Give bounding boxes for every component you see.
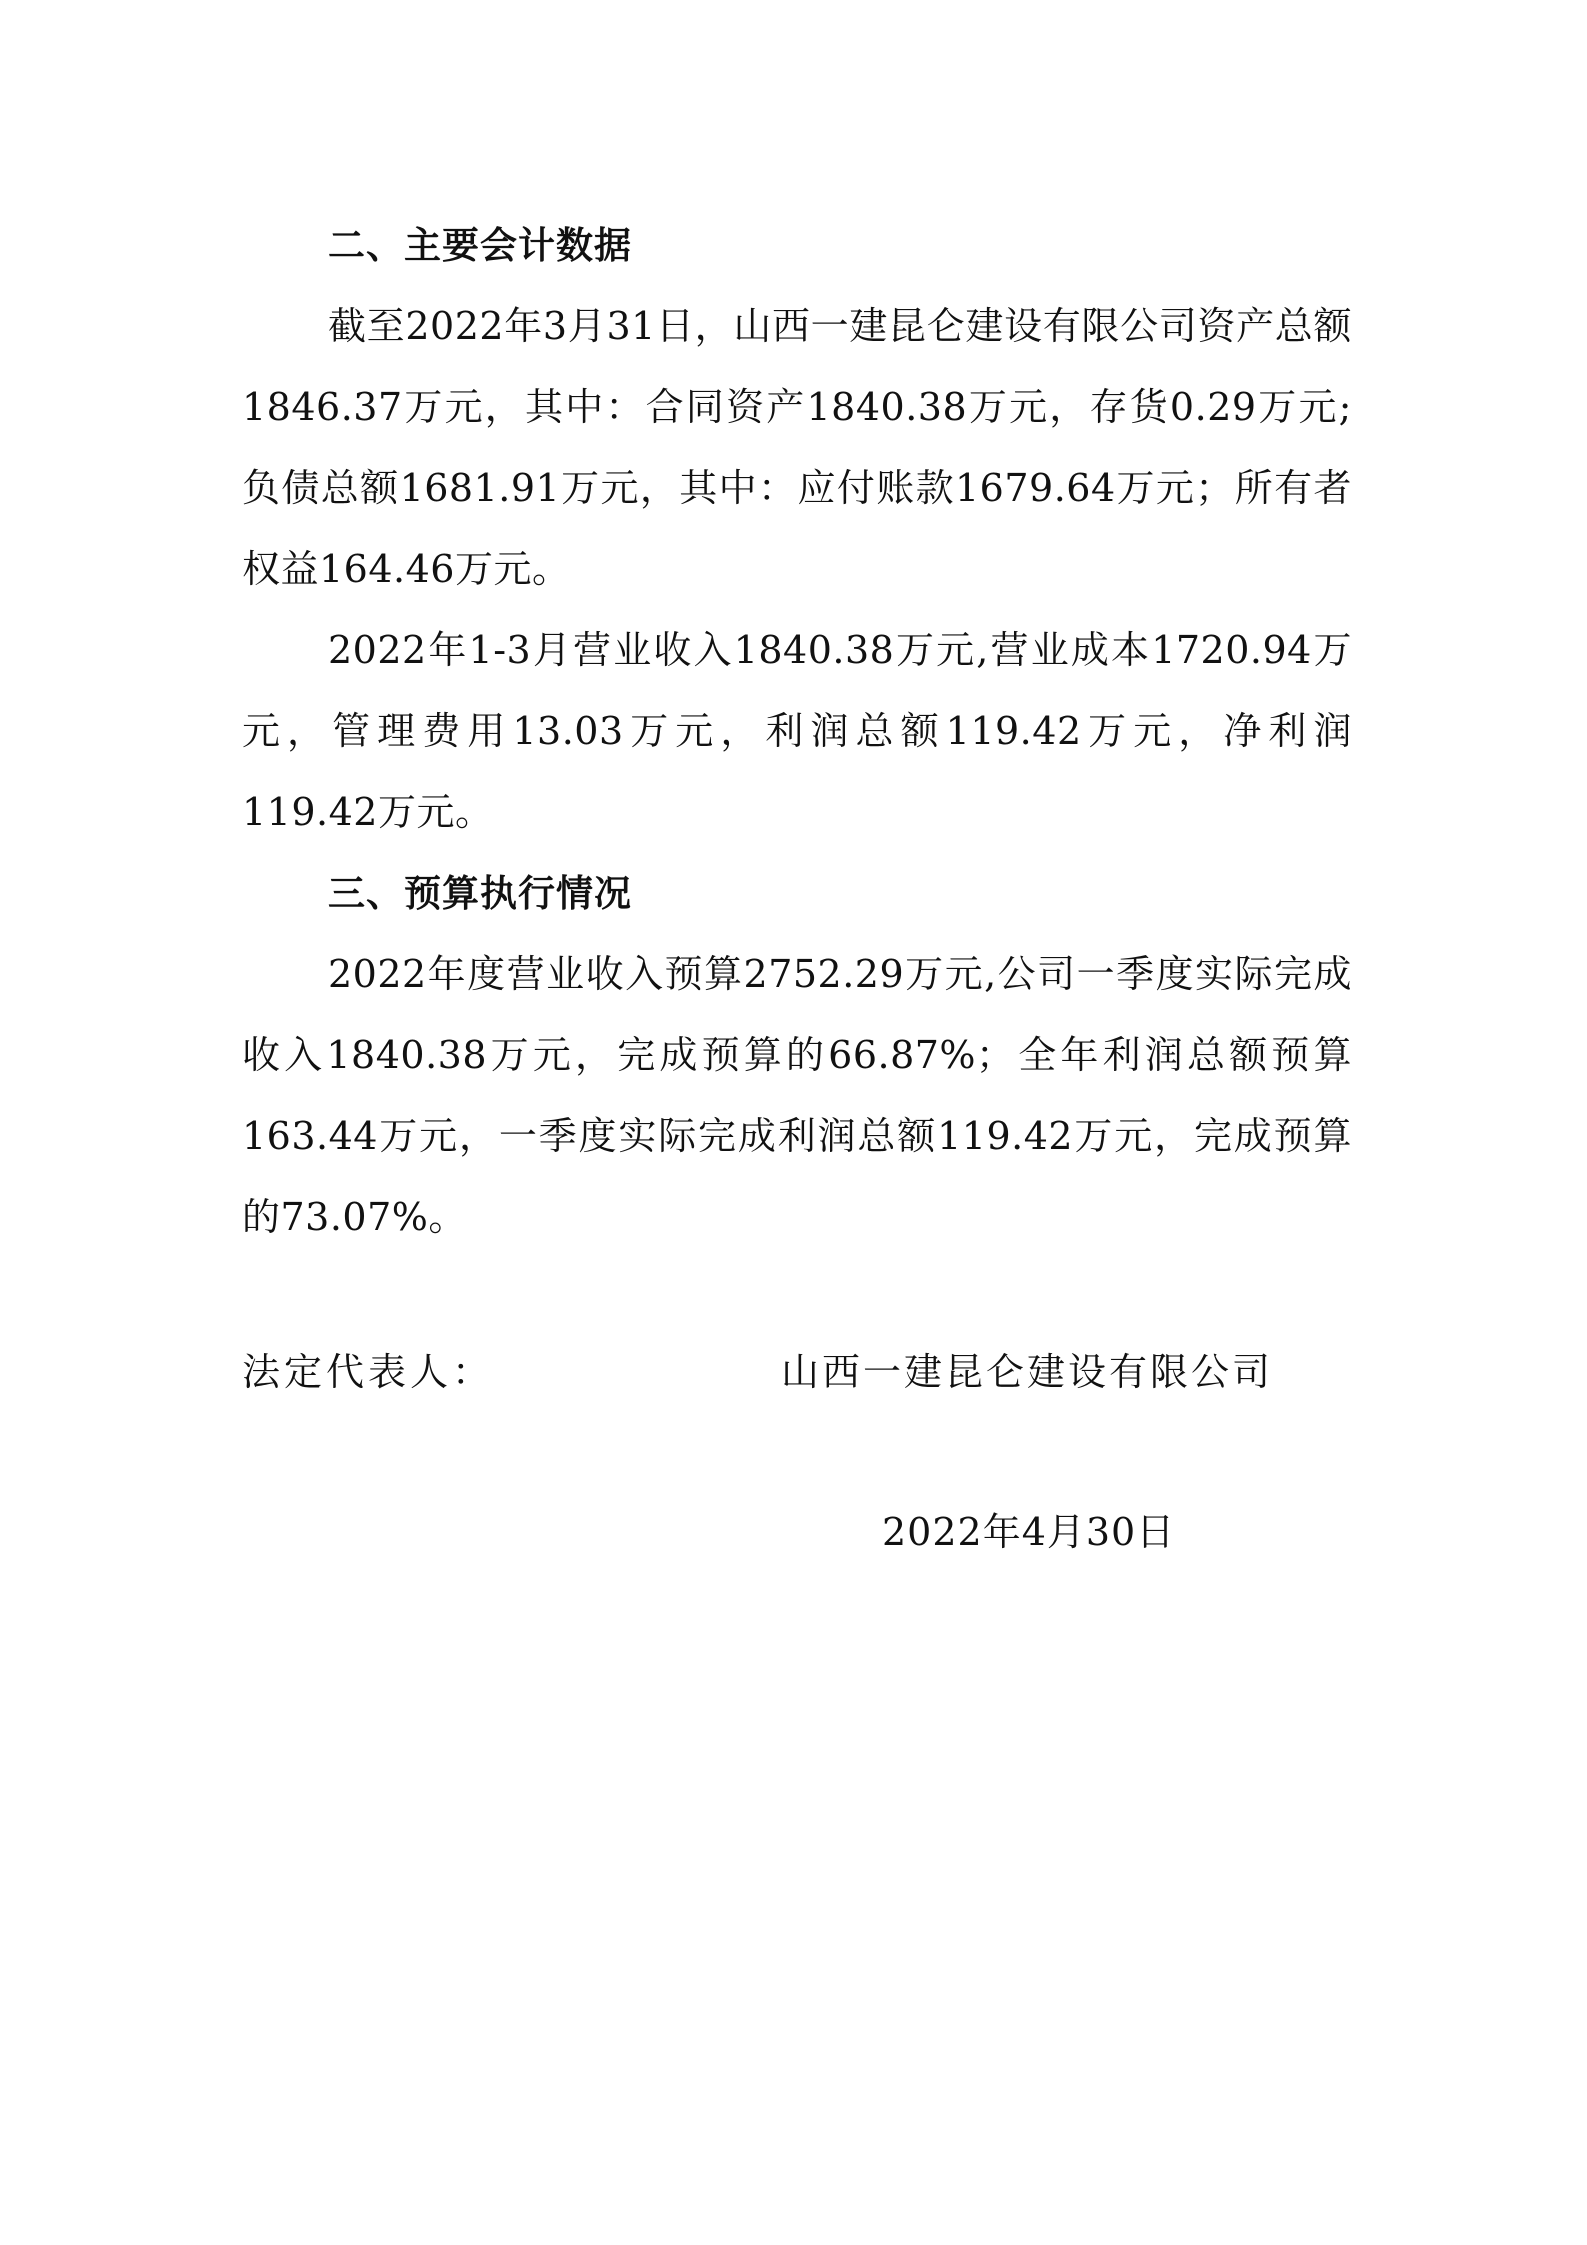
document-body (242, 205, 1352, 1258)
company-name: 山西一建昆仑建设有限公司 (781, 1350, 1274, 1394)
paragraph-income-statement: 2022年1-3月营业收入1840.38万元,营业成本1720.94万元，管理费用13.03万元，利润总额119.42万元，净利润119.42万元。 (242, 628, 1352, 834)
paragraph-budget-execution: 2022年度营业收入预算2752.29万元,公司一季度实际完成收入1840.38万元，完成预算的66.87%；全年利润总额预算163.44万元，一季度实际完成利润总额119.42万元，完成预算的73.07%。 (242, 952, 1352, 1239)
section-heading-accounting-data: 二、主要会计数据 (328, 224, 632, 267)
section-heading-budget-execution: 三、预算执行情况 (328, 872, 632, 915)
paragraph-balance-sheet: 截至2022年3月31日，山西一建昆仑建设有限公司资产总额1846.37万元，其中：合同资产1840.38万元，存货0.29万元;负债总额1681.91万元，其中：应付账款1679.64万元；所有者权益164.46万元。 (242, 304, 1352, 591)
legal-representative-label: 法定代表人： (242, 1350, 495, 1394)
document-date: 2022年4月30日 (882, 1510, 1176, 1554)
signature-row (242, 1332, 1352, 1413)
